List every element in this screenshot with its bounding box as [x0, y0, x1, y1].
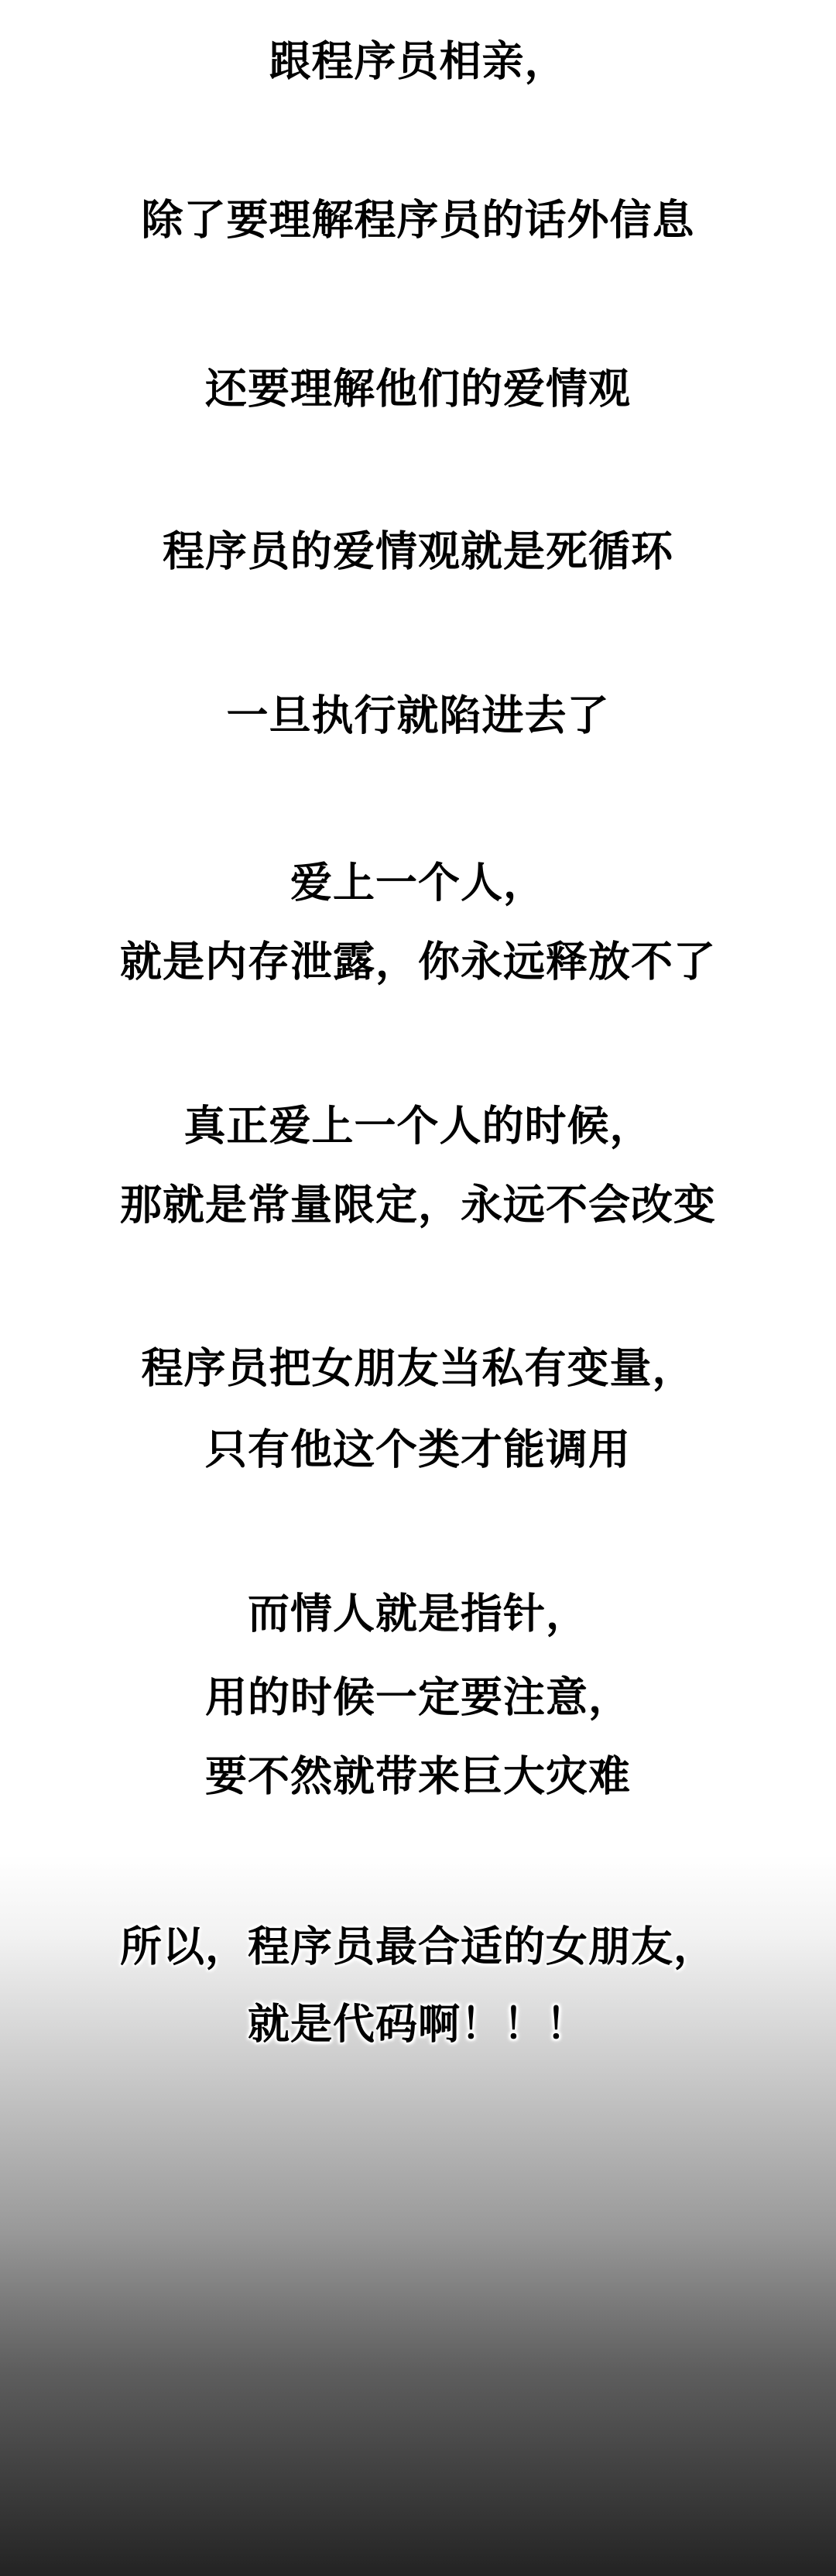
text-line: 程序员把女朋友当私有变量，: [141, 1345, 695, 1392]
text-line: 程序员的爱情观就是死循环: [163, 528, 673, 575]
text-line: 就是内存泄露，你永远释放不了: [120, 938, 716, 986]
text-line: 爱上一个人，: [290, 859, 546, 907]
text-line: 只有他这个类才能调用: [205, 1426, 631, 1473]
text-line: 而情人就是指针，: [248, 1590, 588, 1638]
text-line: 用的时候一定要注意，: [205, 1674, 631, 1721]
text-line: 跟程序员相亲，: [269, 38, 567, 85]
text-line: 要不然就带来巨大灾难: [205, 1753, 631, 1800]
text-line: 一旦执行就陷进去了: [226, 692, 610, 739]
text-line: 所以，程序员最合适的女朋友，: [120, 1923, 716, 1971]
text-line: 就是代码啊！！！: [248, 2001, 588, 2048]
text-line: 那就是常量限定，永远不会改变: [120, 1182, 716, 1229]
text-line: 还要理解他们的爱情观: [205, 365, 631, 413]
text-line: 真正爱上一个人的时候，: [183, 1103, 653, 1150]
text-line: 除了要理解程序员的话外信息: [141, 197, 695, 244]
